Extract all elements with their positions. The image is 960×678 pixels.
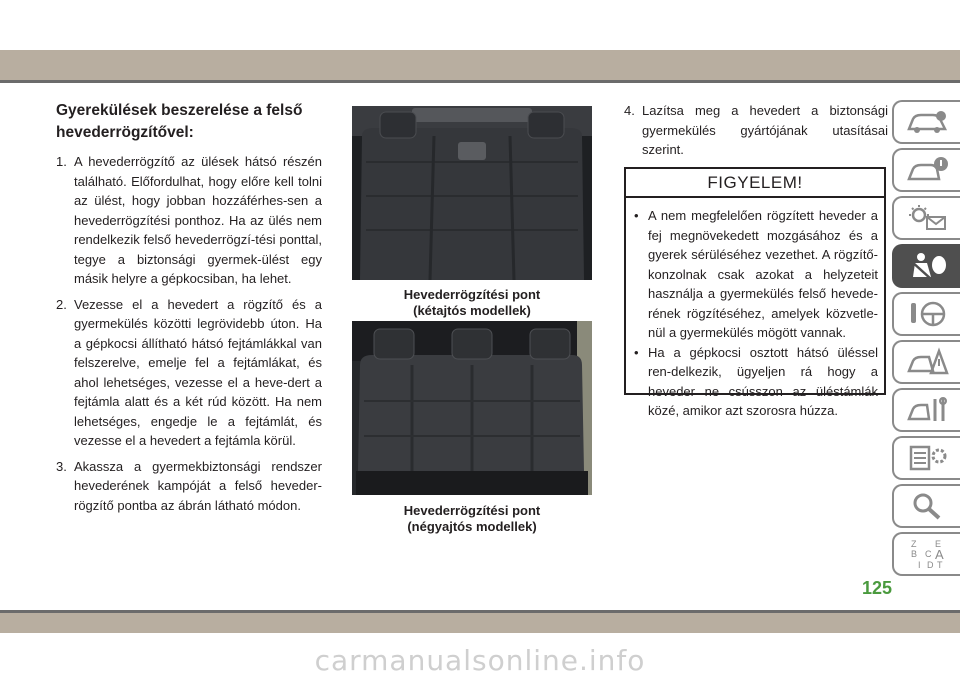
caption-title: Hevederrögzítési pont [403, 287, 541, 302]
warning-text: Ha a gépkocsi osztott hátsó üléssel ren-delkezik, ügyeljen rá hogy a heveder ne csússzon az üléstámlák közé, amikor azt szorosra húzza. [648, 344, 878, 418]
steering-wheel-icon [905, 299, 949, 329]
warning-list [626, 206, 884, 421]
section-heading: Gyerekülések beszerelése a felső hevederrögzítővel: [56, 102, 303, 141]
step-number: 3. [56, 458, 67, 474]
footer-band [0, 613, 960, 633]
seat-photo-two-door [352, 106, 592, 280]
dashboard-lights-icon [905, 203, 949, 233]
top-margin [0, 0, 960, 50]
warning-title: FIGYELEM! [626, 169, 884, 198]
caption-subtitle: (kétajtós modellek) [413, 303, 531, 318]
step-text: Akassza a gyermekbiztonsági rendszer hevederének kampóját a felső heveder-rögzítő pontba az ábrán látható módon. [74, 458, 322, 513]
tab-warning-lights[interactable] [892, 148, 960, 192]
car-info-icon [905, 107, 949, 137]
tab-instrument-cluster[interactable] [892, 196, 960, 240]
list-item [634, 206, 878, 343]
tools-icon [905, 395, 949, 425]
list-item [56, 152, 322, 289]
tab-index[interactable] [892, 532, 960, 576]
svg-text:I: I [918, 560, 921, 570]
header-band [0, 50, 960, 80]
list-item [634, 343, 878, 421]
list-item [56, 457, 322, 516]
tab-search[interactable] [892, 484, 960, 528]
tab-maintenance[interactable] [892, 388, 960, 432]
emergency-triangle-icon [905, 347, 949, 377]
figure-caption-two-door [352, 287, 592, 319]
tab-specifications[interactable] [892, 436, 960, 480]
svg-text:A: A [935, 547, 944, 562]
search-icon [905, 491, 949, 521]
tab-vehicle[interactable] [892, 100, 960, 144]
svg-text:D: D [927, 560, 934, 570]
specs-gear-icon [905, 443, 949, 473]
step-text: A hevederrögzítő az ülések hátsó részén található. Előfordulhat, hogy előre kell tolni az ülést, hogy jobban hozzáférhes-sen a hevederrögzítési ponthoz. Ha az ülés nem rendelkezik felső hevederrögzí-tési ponttal, tegye a biztonsági gyermek-ülést egy másik helyre a gépkocsiban, ha lehet. [74, 154, 322, 286]
caption-title: Hevederrögzítési pont [403, 503, 541, 518]
tab-starting-operating[interactable] [892, 292, 960, 336]
right-column [624, 101, 888, 160]
watermark: carmanualsonline.info [314, 644, 646, 677]
svg-text:Z: Z [911, 539, 917, 549]
tab-safety[interactable] [892, 244, 960, 288]
warning-text: A nem megfelelően rögzített heveder a fej megnövekedett mozgásához és a gyerek sérüléséhez vezethet. A rögzítő-konzolnak csak azokat a helyzeteit használja a gyermekülés felső hevede-rének rögzítéséhez, amelyek közvetle-nül a gyermekülés mögött vannak. [648, 208, 878, 340]
header-rule [0, 80, 960, 83]
step-text: Vezesse el a hevedert a rögzítő és a gyermekülés közötti legrövidebb úton. Ha a gépkocsi állítható hátsó fejtámlákkal van felszerelve, emelje fel a fejtámlákat, és ahol lehetséges, vezesse el a heve-dert a fejtámla alatt és a két rúd között. Ha nem lehetséges, engedje le a fejtámlát, és vezesse el a hevedert a fejtámla körül. [74, 296, 322, 448]
bullet: • [634, 208, 639, 223]
warning-box [624, 167, 886, 418]
page-number: 125 [861, 578, 892, 598]
seat-photo-four-door [352, 321, 592, 495]
step-number: 2. [56, 296, 67, 312]
figure-caption-four-door [352, 503, 592, 535]
chapter-tabs [892, 100, 960, 580]
caption-subtitle: (négyajtós modellek) [407, 519, 537, 534]
svg-text:B: B [911, 549, 918, 559]
list-item [56, 295, 322, 451]
steps-list [56, 152, 322, 515]
tab-emergency[interactable] [892, 340, 960, 384]
step-text: Lazítsa meg a hevedert a biztonsági gyermekülés gyártójának utasításai szerint. [642, 103, 888, 157]
svg-text:T: T [937, 560, 943, 570]
warning-light-icon [905, 155, 949, 185]
step-number: 1. [56, 154, 67, 169]
svg-text:E: E [935, 539, 942, 549]
svg-text:C: C [925, 549, 932, 559]
safety-airbag-icon [905, 251, 949, 281]
bullet: • [634, 344, 639, 360]
left-column [56, 100, 322, 521]
step-number: 4. [624, 103, 635, 118]
list-item [624, 101, 888, 160]
alphabet-index-icon [905, 537, 949, 571]
